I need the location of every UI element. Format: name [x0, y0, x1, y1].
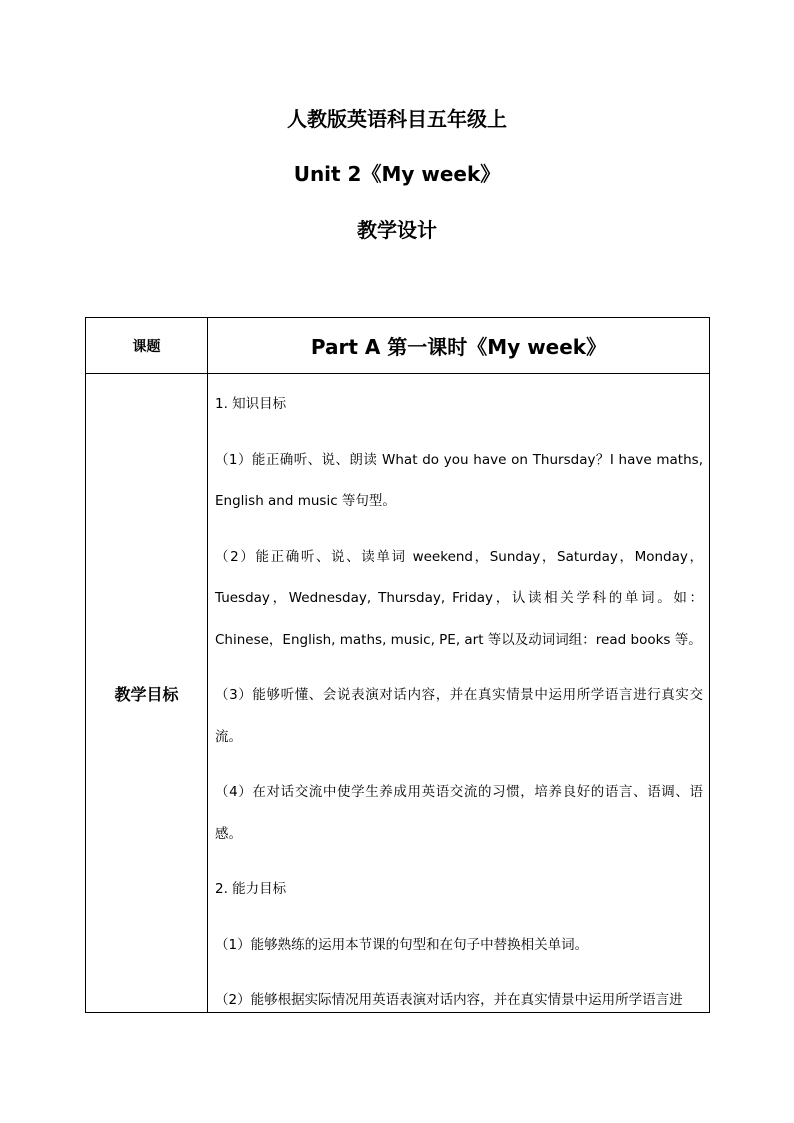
objective-item: （1）能够熟练的运用本节课的句型和在句子中替换相关单词。	[215, 936, 589, 953]
objective-item: （1）能正确听、说、朗读 What do you have on Thursday？I have maths, English and music 等句型。	[215, 451, 703, 509]
objective-item: （2）能正确听、说、读单词 weekend，Sunday，Saturday，Monday，Tuesday，Wednesday, Thursday, Friday，认读相关学科的单词。如：Chinese，English, maths, music, PE, art 等以及动词词组：read books 等。	[215, 548, 703, 648]
document-title: 人教版英语科目五年级上	[287, 107, 507, 131]
unit-title: Unit 2《My week》	[293, 162, 501, 186]
document-subtitle: 教学设计	[357, 218, 437, 242]
objective-item: （3）能够听懂、会说表演对话内容，并在真实情景中运用所学语言进行真实交流。	[215, 687, 703, 745]
table-row-topic	[86, 318, 710, 374]
objective-item: （2）能够根据实际情况用英语表演对话内容，并在真实情景中运用所学语言进	[215, 992, 683, 1008]
lesson-plan-table	[85, 317, 710, 1013]
objectives-label: 教学目标	[86, 374, 208, 1013]
table-row-objectives	[86, 374, 710, 1013]
objectives-content	[208, 374, 709, 1012]
objectives-cell	[208, 374, 710, 1013]
objective-item: （4）在对话交流中使学生养成用英语交流的习惯，培养良好的语言、语调、语感。	[215, 784, 703, 842]
objective-heading-ability: 2. 能力目标	[215, 881, 287, 897]
objective-heading-knowledge: 1. 知识目标	[215, 396, 287, 412]
topic-value: Part A 第一课时《My week》	[208, 318, 710, 374]
topic-label: 课题	[86, 318, 208, 374]
